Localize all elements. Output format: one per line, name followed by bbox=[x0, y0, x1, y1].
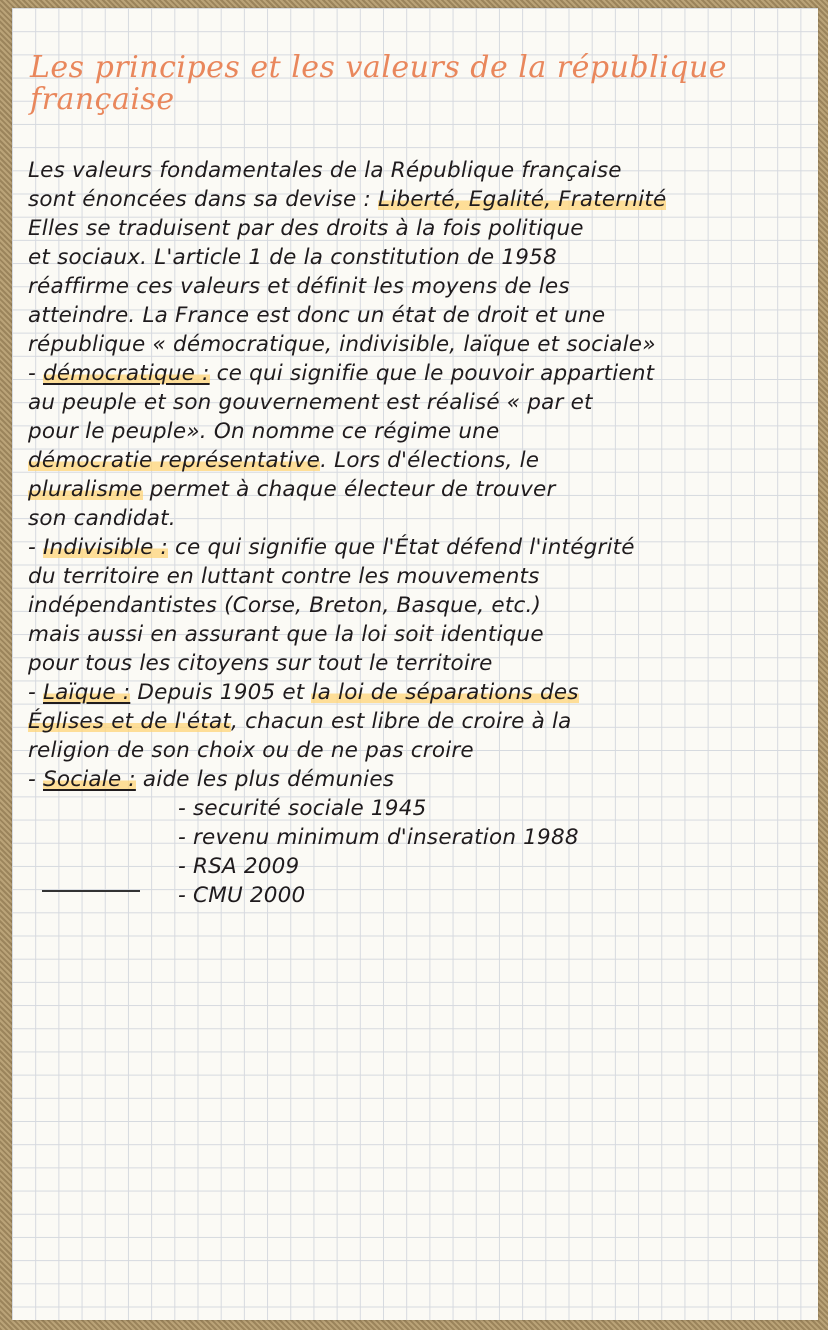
term-indivisible: Indivisible : bbox=[43, 535, 168, 560]
laique-line-1: - Laïque : Depuis 1905 et la loi de séparations des bbox=[28, 680, 579, 705]
title-line-2: française bbox=[30, 82, 175, 117]
pluralisme-highlight: pluralisme bbox=[28, 477, 143, 502]
indivisible-line-2: du territoire en luttant contre les mouvements bbox=[28, 564, 540, 589]
democratique-line-5: pluralisme permet à chaque électeur de trouver bbox=[28, 477, 556, 502]
intro-line-3: Elles se traduisent par des droits à la fois politique bbox=[28, 216, 584, 241]
devise-highlight: Liberté, Egalité, Fraternité bbox=[378, 187, 667, 212]
democratique-line-2: au peuple et son gouvernement est réalisé « par et bbox=[28, 390, 593, 415]
laique-line-2: Églises et de l'état, chacun est libre de croire à la bbox=[28, 709, 572, 734]
term-laique: Laïque : bbox=[43, 680, 131, 705]
term-democratique: démocratique : bbox=[43, 361, 210, 386]
intro-line-5: réaffirme ces valeurs et définit les moyens de les bbox=[28, 274, 570, 299]
indivisible-line-3: indépendantistes (Corse, Breton, Basque, etc.) bbox=[28, 593, 542, 618]
intro-line-1: Les valeurs fondamentales de la République française bbox=[28, 158, 622, 183]
sociale-line-1: - Sociale : aide les plus démunies bbox=[28, 767, 395, 792]
indivisible-line-5: pour tous les citoyens sur tout le territoire bbox=[28, 651, 493, 676]
democratique-line-3: pour le peuple». On nomme ce régime une bbox=[28, 419, 500, 444]
indivisible-line-4: mais aussi en assurant que la loi soit identique bbox=[28, 622, 544, 647]
title-line-1: Les principes et les valeurs de la république bbox=[30, 50, 728, 85]
term-sociale: Sociale : bbox=[43, 767, 136, 792]
democratique-line-6: son candidat. bbox=[28, 506, 176, 531]
intro-line-6: atteindre. La France est donc un état de droit et une bbox=[28, 303, 606, 328]
democratique-line-1: - démocratique : ce qui signifie que le pouvoir appartient bbox=[28, 361, 655, 386]
sociale-item-1: - securité sociale 1945 bbox=[178, 796, 427, 821]
page-title bbox=[30, 52, 810, 116]
laique-line-3: religion de son choix ou de ne pas croire bbox=[28, 738, 474, 763]
democratique-line-4: démocratie représentative. Lors d'élections, le bbox=[28, 448, 540, 473]
indivisible-line-1: - Indivisible : ce qui signifie que l'État défend l'intégrité bbox=[28, 535, 635, 560]
sociale-item-2: - revenu minimum d'inseration 1988 bbox=[178, 825, 579, 850]
loi-separation-highlight: la loi de séparations des bbox=[311, 680, 579, 705]
notebook-page bbox=[12, 8, 818, 1320]
sociale-item-4: - CMU 2000 bbox=[178, 883, 306, 908]
eglises-etat-highlight: Églises et de l'état bbox=[28, 709, 231, 734]
intro-line-7: république « démocratique, indivisible, laïque et sociale» bbox=[28, 332, 656, 357]
sociale-item-3: - RSA 2009 bbox=[178, 854, 300, 879]
intro-line-2: sont énoncées dans sa devise : Liberté, Egalité, Fraternité bbox=[28, 187, 667, 212]
intro-line-4: et sociaux. L'article 1 de la constitution de 1958 bbox=[28, 245, 557, 270]
divider-line bbox=[42, 890, 140, 892]
democratie-representative-highlight: démocratie représentative bbox=[28, 448, 321, 473]
